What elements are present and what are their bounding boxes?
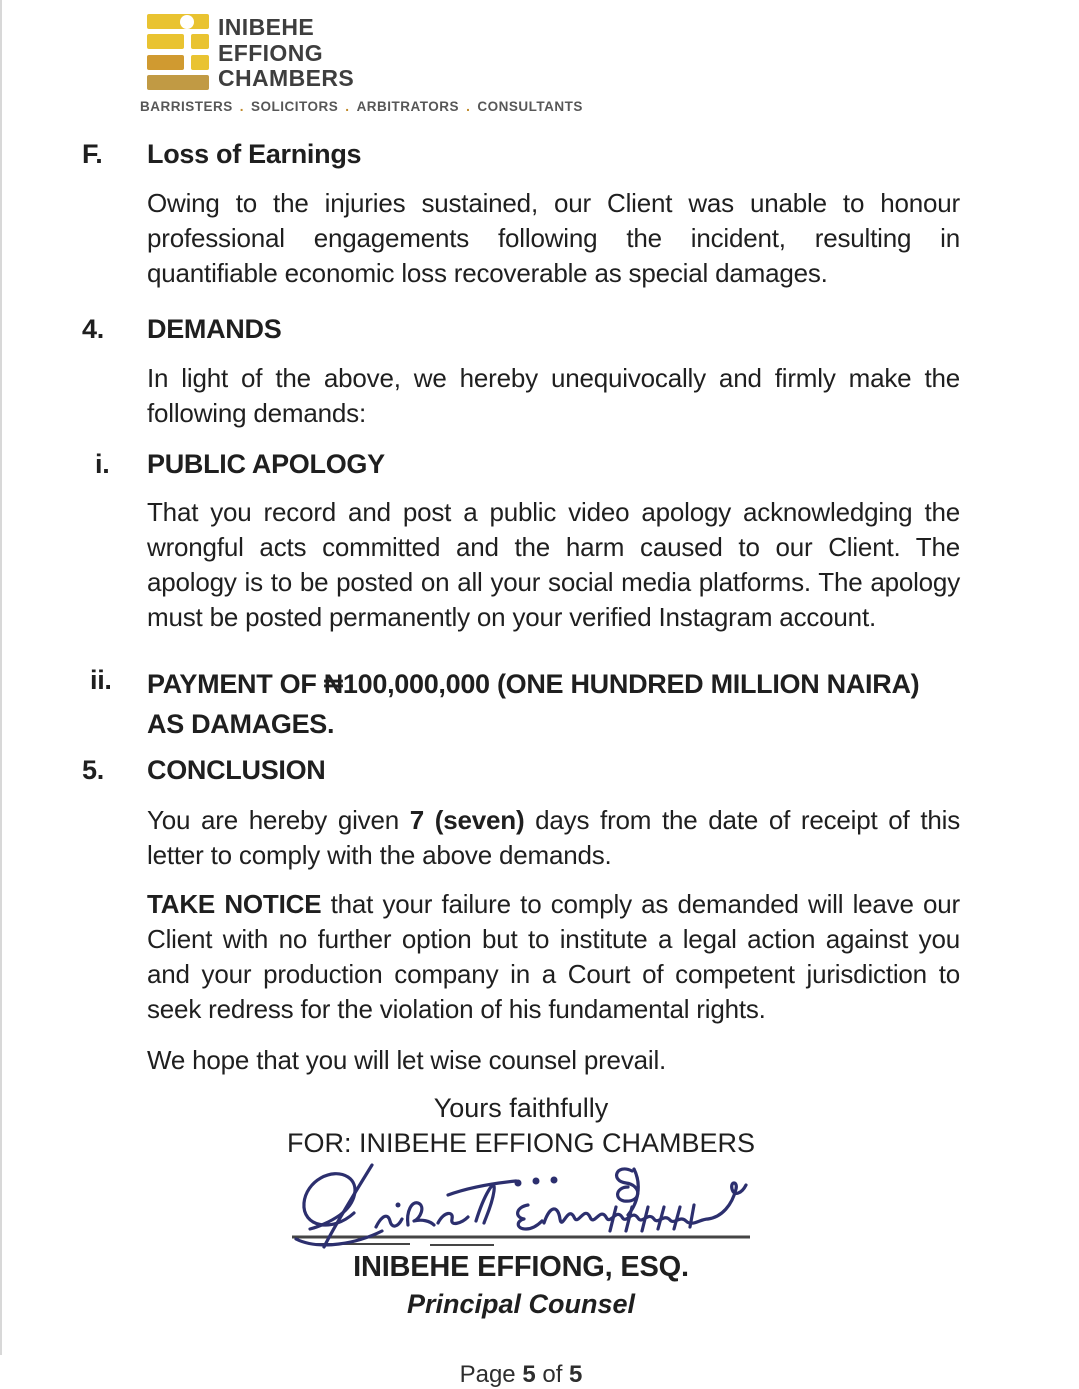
section-marker: i. [95, 448, 110, 479]
letterhead [82, 14, 960, 114]
signatory-title: Principal Counsel [406, 1288, 636, 1319]
firm-name [218, 14, 354, 92]
valediction: Yours faithfully [433, 1092, 609, 1123]
paragraph-take-notice: TAKE NOTICE that your failure to comply as demanded will leave our Client with no further option but to institute a legal action against you and your production company in a Court of competent jurisdiction to seek redress for the violation of his fundamental rights. [147, 888, 960, 1024]
paragraph-demands-intro: In light of the above, we hereby unequivocally and firmly make the following demands: [147, 362, 960, 428]
logo-head-dot [180, 15, 194, 29]
paragraph-row [82, 887, 960, 1027]
section-heading-conclusion: CONCLUSION [147, 754, 326, 785]
section-heading-loss-of-earnings: Loss of Earnings [147, 138, 362, 169]
paragraph-row [82, 1043, 960, 1078]
firm-name-line: EFFIONG [218, 39, 324, 66]
logo-bar-row-3 [147, 55, 209, 70]
paragraph-loss-of-earnings: Owing to the injuries sustained, our Client was unable to honour professional engagements following the incident, resulting in quantifiable economic loss recoverable as special damages. [147, 187, 960, 288]
logo-bar-bottom [147, 75, 209, 90]
firm-tagline: BARRISTERS . SOLICITORS . ARBITRATORS . CONSULTANTS [140, 98, 583, 114]
section-public-apology-heading-row [82, 448, 960, 481]
section-heading-payment: PAYMENT OF ₦100,000,000 (ONE HUNDRED MILLION NAIRA) AS DAMAGES. [147, 668, 920, 739]
bold-run: TAKE NOTICE [147, 888, 322, 919]
section-payment-heading-row [82, 664, 960, 744]
handwritten-signature-icon [280, 1161, 762, 1249]
section-conclusion-heading-row [82, 754, 960, 787]
firm-logo-icon [147, 14, 209, 90]
tagline-dot: . [466, 98, 471, 114]
brand-row [147, 14, 960, 92]
signature-image [280, 1161, 762, 1249]
footer-page-number: Page 5 of 5 [459, 1360, 583, 1388]
paragraph-conclusion-deadline: You are hereby given 7 (seven) days from the date of receipt of this letter to comply with the above demands. [147, 804, 960, 870]
signoff-block [82, 1091, 960, 1321]
signatory-name: INIBEHE EFFIONG, ESQ. [353, 1250, 689, 1283]
section-heading-public-apology: PUBLIC APOLOGY [147, 448, 385, 479]
page-total: 5 [569, 1360, 583, 1388]
paragraph-row [82, 803, 960, 873]
section-heading-demands: DEMANDS [147, 313, 282, 344]
tagline-dot: . [345, 98, 350, 114]
paragraph-row [82, 495, 960, 635]
for-firm-line: FOR: INIBEHE EFFIONG CHAMBERS [286, 1127, 756, 1158]
logo-bar-top [147, 14, 209, 29]
section-marker: ii. [90, 664, 112, 695]
paragraph-wise-counsel: We hope that you will let wise counsel prevail. [147, 1044, 667, 1075]
section-marker: F. [82, 138, 103, 169]
logo-bar-row-2 [147, 34, 209, 49]
page-current: 5 [522, 1360, 536, 1388]
section-marker: 4. [82, 313, 104, 344]
section-loss-of-earnings-heading-row [82, 138, 960, 171]
paragraph-public-apology: That you record and post a public video apology acknowledging the wrongful acts committed and the harm caused to our Client. The apology is to be posted on all your social media platforms. The apology must be posted permanently on your verified Instagram account. [147, 496, 960, 632]
bold-run: 7 (seven) [409, 804, 525, 835]
firm-name-line: CHAMBERS [218, 65, 355, 91]
tagline-dot: . [239, 98, 245, 114]
section-demands-heading-row [82, 313, 960, 346]
paragraph-row [82, 361, 960, 431]
firm-name-line: INIBEHE [218, 14, 315, 40]
section-marker: 5. [82, 754, 104, 785]
paragraph-row [82, 186, 960, 291]
